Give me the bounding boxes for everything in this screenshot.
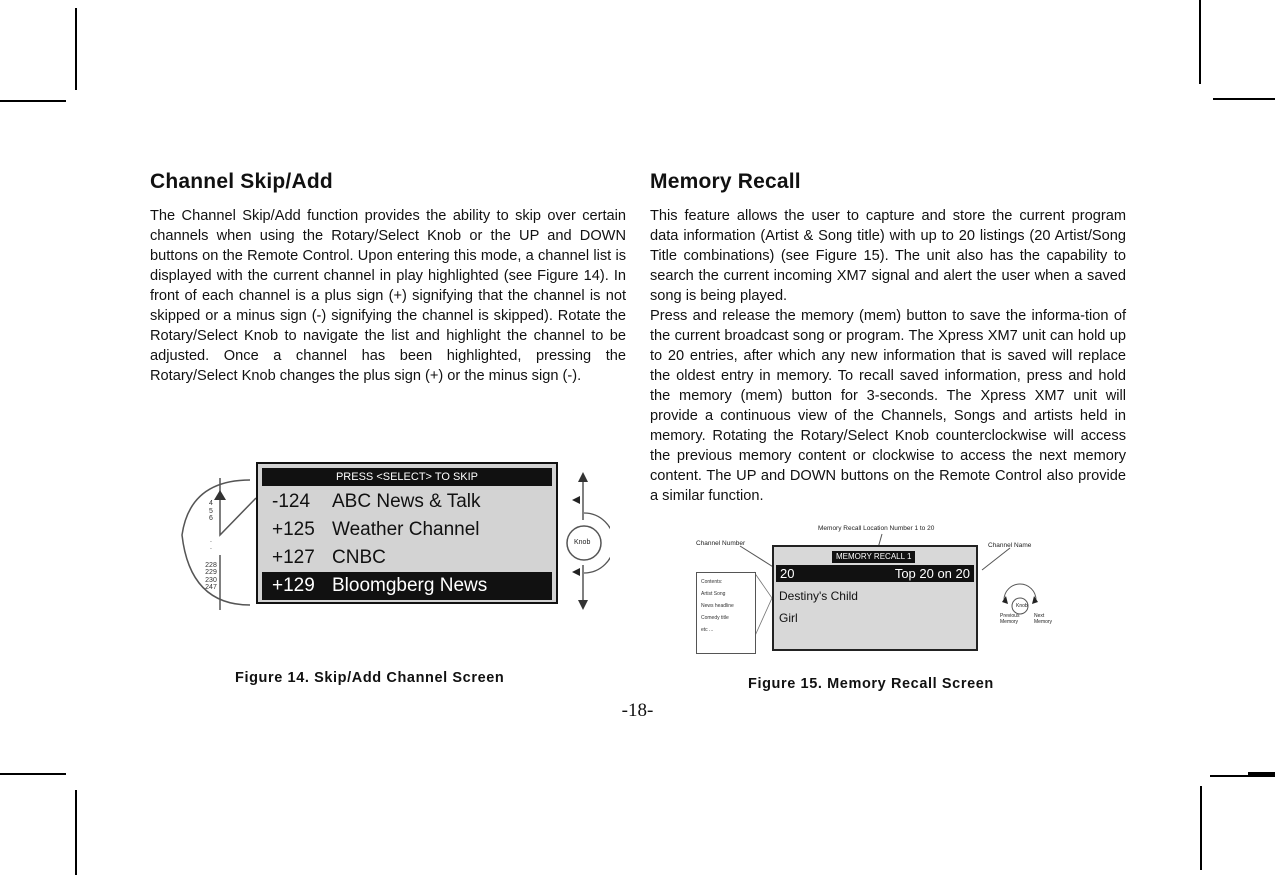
crop-mark (75, 790, 77, 875)
label-channel-number: Channel Number (696, 540, 746, 547)
skip-add-screen (256, 462, 558, 604)
song-title: Girl (779, 611, 798, 625)
list-item: etc ... (701, 627, 714, 633)
side-list-item: 4 (209, 500, 213, 507)
label-previous-memory: Previous Memory (1000, 613, 1020, 625)
list-item: News headline (701, 603, 734, 609)
channel-bar (776, 565, 974, 582)
crop-mark (1213, 98, 1275, 100)
memory-list-box (696, 572, 756, 654)
channel-name: Weather Channel (332, 519, 480, 540)
channel-row (262, 516, 552, 544)
crop-mark (1248, 772, 1275, 776)
channel-side-list (200, 500, 222, 592)
channel-row (262, 488, 552, 516)
label-location: Memory Recall Location Number 1 to 20 (818, 525, 935, 532)
list-item: Contents: (701, 579, 723, 585)
channel-number: +125 (272, 519, 315, 540)
artist-name: Destiny's Child (779, 589, 858, 603)
channel-row (262, 544, 552, 572)
knob-label: Knob (574, 539, 591, 546)
side-list-item: 5 (209, 507, 213, 515)
side-list-item: 230 (205, 576, 217, 584)
figure14-caption: Figure 14. Skip/Add Channel Screen (235, 670, 505, 686)
crop-mark (0, 100, 66, 102)
section-title: Memory Recall (650, 170, 801, 193)
section-body: The Channel Skip/Add function provides the ability to skip over certain channels when using the Rotary/Select Knob or the UP and DOWN buttons on the Remote Control. Upon entering this mode, a channel list is displayed with the current channel in play highlighted (see Figure 14). In front of each channel is a plus sign (+) signifying that the channel is not skipped or a minus sign (-) signifying the channel is skipped). Rotate the Rotary/Select Knob to navigate the list and highlight the channel to be adjusted. Once a channel has been highlighted, pressing the Rotary/Select Knob changes the plus sign (+) or the minus sign (-). (150, 208, 626, 384)
side-list-item: 229 (205, 569, 217, 576)
screen-header: PRESS <SELECT> TO SKIP (262, 468, 552, 486)
list-item: Comedy title (701, 615, 729, 621)
crop-mark (1200, 786, 1202, 870)
side-list-item: 228 (205, 561, 217, 569)
list-item: Artist Song (701, 591, 726, 597)
side-list-item: . (210, 536, 212, 544)
side-list-item: 6 (209, 515, 213, 522)
channel-number: -124 (272, 491, 311, 512)
memory-recall-section (650, 170, 1126, 506)
section-body: This feature allows the user to capture and store the current program data information (Artist & Song title) with up to 20 listings (20 Artist/Song Title combinations) (see Figure 15). The unit also has the capability to search the current incoming XM7 signal and alert the user when a saved song is being played. Press and release the memory (mem) button to save the informa-tion of the current broadcast song or program. The Xpress XM7 unit can hold up to 20 entries, after which any new information that is saved will replace the oldest entry in memory. To recall saved information, press and hold the memory (mem) button for 3-seconds. The Xpress XM7 unit will provide a continuous view of the Channels, Songs and artists held in memory. Rotating the Rotary/Select Knob counterclockwise will access the previous memory content or clockwise to access the next memory content. The UP and DOWN buttons on the Remote Control also provide a similar function. (650, 208, 1126, 504)
channel-skip-section (150, 170, 626, 386)
crop-mark (0, 773, 66, 775)
channel-name: Top 20 on 20 (894, 566, 970, 581)
channel-row-selected (262, 572, 552, 600)
channel-number: +127 (272, 547, 315, 568)
channel-name: Bloomgberg News (332, 575, 488, 596)
figure15-caption: Figure 15. Memory Recall Screen (748, 676, 994, 692)
channel-name: ABC News & Talk (332, 491, 481, 512)
side-list-item: 247 (205, 584, 217, 591)
section-title: Channel Skip/Add (150, 170, 333, 193)
screen-header: MEMORY RECALL 1 (832, 551, 915, 563)
channel-number: 20 (780, 566, 795, 581)
memory-recall-screen (772, 545, 978, 651)
side-list-item: . (210, 544, 212, 551)
crop-mark (1199, 0, 1201, 84)
crop-mark (75, 8, 77, 90)
label-next-memory: Next Memory (1034, 613, 1053, 625)
knob-label: Knob (1016, 603, 1028, 609)
label-channel-name: Channel Name (988, 542, 1032, 549)
channel-name: CNBC (332, 547, 386, 568)
page-number: -18- (621, 700, 654, 721)
channel-number: +129 (272, 575, 315, 596)
